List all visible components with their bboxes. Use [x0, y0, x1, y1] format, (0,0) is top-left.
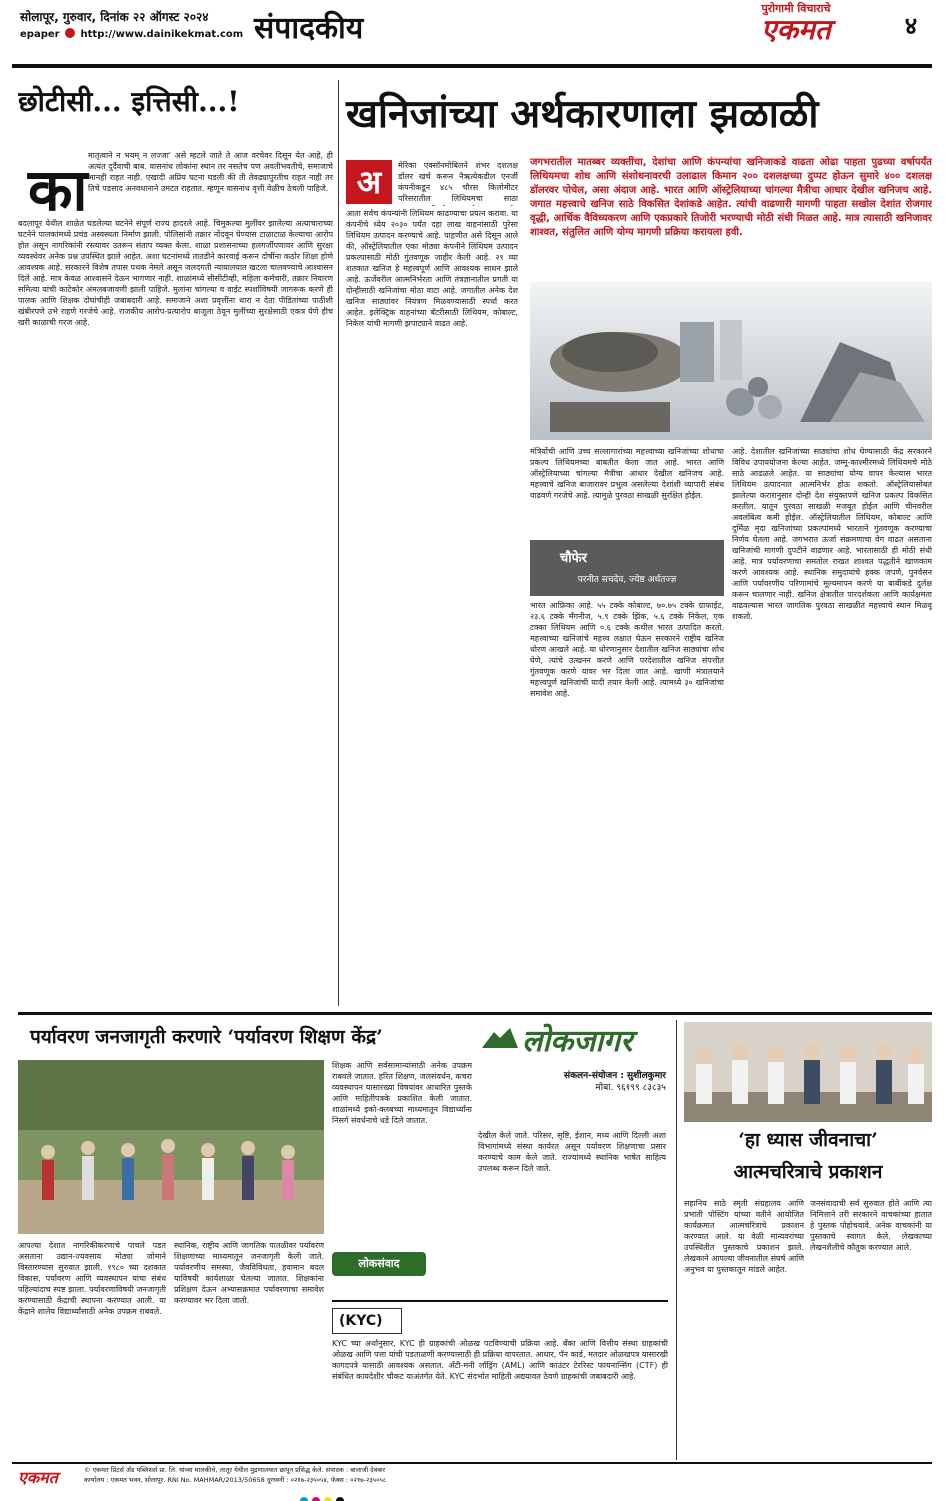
main-col2-bottom: भारत आफ्रिका आहे. ५५ टक्के कोबाल्ट, ७०.७५ टक्के ग्राफाईट, २३.६ टक्के मॅंगनीज, ५.९ टक्के झिंक, ५.६ टक्के निकेल, एक टक्का लिथियम आणि ०.६ टक्के कथील भारत उत्पादित करतो. महत्त्वाच्या खनिजांचे महत्त्व लक्षात घेऊन सरकारने राष्ट्रीय खनिज धोरण आखले आहे. या धोरणानुसार देशातील खनिज साठ्यांचा शोध घेणे, त्यांचे उत्खनन करणे आणि परदेशातील खनिज संपत्तीत गुंतवणूक करणे यावर भर दिला जात आहे. खाणी मंत्रालयाने महत्त्वपूर्ण खनिजांची यादी तयार केली आहे. त्यामध्ये ३० खनिजांचा समावेश आहे.	[530, 601, 724, 698]
lokjagar-box	[478, 1022, 666, 1092]
left-editorial	[18, 74, 333, 1008]
lokjagar-logo	[478, 1022, 666, 1068]
book-launch-title-2: आत्मचरित्राचे प्रकाशन	[733, 1161, 883, 1183]
minerals-illustration	[530, 282, 932, 440]
farmer-icon	[480, 1024, 520, 1050]
editorial-lead: मातृत्वाने न भयम् न लज्जा' असे म्हटले जाते ते आज वरचेवर दिसून येत आहे, ही अत्यंत दुर्दैवाची बाब. वासनांध लोकांना स्थान तर नसतेच पण अवतीभवतीचे, समाजाचे भानही राहत नाही. एखादी अप्रिय घटना घडली की ती तेवढ्यापुरतीच राहत नाही तर तिचे पडसाद अनवधानाने उमटत राहतात. म्हणून वासनांध वृत्ती वेळीच ठेचली पाहिजे.	[88, 151, 333, 193]
main-article-headline: खनिजांच्या अर्थकारणाला झळाळी	[346, 91, 819, 137]
environment-photo	[18, 1060, 324, 1234]
dignitaries-illustration	[684, 1022, 932, 1122]
environment-col1: आपल्या देशात नागरिकीकरणाचे पाचले पडत असताना उद्यान-ज्यवसाय मोठ्या जोमाने विस्तारण्यास सुरुवात झाली. १९८० च्या दशकात विकास, पर्यावरण आणि व्यवस्थापन यांचा संबंध पहिल्यांदाच स्पष्ट झाला. पर्यावरणाविषयी जनजागृती करण्यासाठी केंद्राची स्थापना करण्यात आली. या केंद्राने शालेय विद्यार्थ्यांसाठी अनेक उपक्रम राबवले.	[18, 1241, 166, 1316]
section-rule-mid	[18, 1012, 932, 1015]
epaper-link[interactable]	[20, 28, 243, 40]
main-intro: मेरिका एक्सॉनमोबिलने शंभर दशलक्ष डॉलर खर्च करून नैऋत्येकडील एनर्जी कंपनीकडून ४८५ चौरस किलोमीटर परिसरातील लिथियमचा साठा	[398, 161, 518, 203]
lokjagar-tag-label: लोकसंवाद	[358, 1257, 400, 1270]
main-col2: मंत्रियोंची आणि उच्च सल्लागारांच्या महत्त्वाच्या खनिजांच्या शोधाचा प्रकल्प लिथियमच्या बाबतीत केला जात आहे. भारत आणि ऑस्ट्रेलियाच्या चांगल्या मैत्रीचा आधार देखील खनिजच आहे. महत्त्वाचे खनिज बाजारावर प्रभुत्व असलेल्या देशांशी व्यापारी संबंध वाढवणे गरजेचे आहे. त्यामुळे पुरवठा साखळी सुरक्षित होईल.	[530, 447, 724, 500]
globe-icon	[65, 28, 75, 38]
column-divider	[338, 80, 339, 1006]
book-launch-photo	[684, 1022, 932, 1122]
footer-rule	[12, 1462, 932, 1464]
main-col1: आता सर्वच कंपन्यांनी लिथियम काढण्याचा प्रयत्न करावा. या कंपनीचे ध्येय २०३० पर्यंत दहा लाख वाहनांसाठी पुरेसा लिथियम उत्पादन करण्याचे आहे. पाहणीत असे दिसून आले की, ऑस्ट्रेलियातील एका मोठ्या कंपनीने लिथियम उत्पादन प्रकल्पासाठी मोठी गुंतवणूक जाहीर केली आहे. २१ व्या शतकात खनिज हे महत्त्वपूर्ण आणि आवश्यक साधन झाले आहे. ऊर्जेवरील आत्मनिर्भरता आणि तंत्रज्ञानातील प्रगती या दोन्हीसाठी खनिजांचा मोठा वाटा आहे. जगातील अनेक देश खनिज साठ्यांवर नियंत्रण मिळवण्यासाठी स्पर्धा करत आहेत. इलेक्ट्रिक वाहनांच्या बॅटरीसाठी लिथियम, कोबाल्ट, निकेल यांची मागणी झपाट्याने वाढत आहे.	[346, 209, 518, 328]
environment-col2: स्थानिक, राष्ट्रीय आणि जागतिक पातळीवर पर्यावरण शिक्षणाच्या माध्यमातून जनजागृती केली जाते. पर्यावरणीय समस्या, जैवविविधता, हवामान बदल याविषयी कार्यशाळा घेतल्या जातात. शिक्षकांना प्रशिक्षण देऊन अभ्यासक्रमात पर्यावरणाचा समावेश करण्यावर भर दिला जातो.	[174, 1241, 324, 1305]
editorial-body: बदलापूर येथील शाळेत घडलेल्या घटनेने संपूर्ण राज्य हादरले आहे. चिमुकल्या मुलींवर झालेल्या अत्याचाराच्या घटनेने पालकांमध्ये प्रचंड अस्वस्थता निर्माण झाली. पोलिसांनी तक्रार नोंदवून घेण्यास टाळाटाळ केल्याचा आरोप होत असून नागरिकांनी रस्त्यावर उतरून संताप व्यक्त केला. शाळा प्रशासनाच्या हलगर्जीपणावर आणि सुरक्षा व्यवस्थेवर अनेक प्रश्न उपस्थित झाले आहेत. अशा घटनांमध्ये तातडीने कारवाई करून दोषींना कठोर शिक्षा होणे आवश्यक आहे. सरकारने विशेष तपास पथक नेमले असून जलदगती न्यायालयात खटला चालवण्याचे आश्वासन दिले आहे. मात्र केवळ आश्वासने देऊन भागणार नाही. शाळांमध्ये सीसीटीव्ही, महिला कर्मचारी, तक्रार निवारण समित्या यांची काटेकोर अंमलबजावणी झाली पाहिजे. मुलांना चांगल्या व वाईट स्पर्शाविषयी जागरूक करणे ही पालक आणि शिक्षक दोघांचीही जबाबदारी आहे. समाजाने अशा प्रवृत्तींना थारा न देता पीडितांच्या पाठीशी खंबीरपणे उभे राहणे गरजेचे आहे. राजकीय आरोप-प्रत्यारोप बाजूला ठेवून मुलींच्या सुरक्षेसाठी एकत्र येणे हीच खरी काळाची गरज आहे.	[18, 219, 333, 327]
section-title: संपादकीय	[254, 11, 364, 46]
lokjagar-col2: देखील केले जाते. परिसर, सृष्टि, ईशान, मध्य आणि दिल्ली अशा विभागांमध्ये संस्था कार्यरत असून पर्यावरण शिक्षणाचा प्रसार करण्याचे काम केले जाते. राज्यांमध्ये स्थानिक भाषेत साहित्य उपलब्ध करून दिले जाते.	[478, 1131, 666, 1173]
minerals-photo	[530, 282, 932, 440]
book-launch-col2: जनसंवादाची सर्व सुरुवात होते आणि त्या निमित्ताने तरी सरकारने वाचकांच्या हातात हे पुस्तक पोहोचवावे. अनेक वाचकांनी या पुस्तकाचे स्वागत केले. लेखकाच्या लेखनशैलीचे कौतुक करण्यात आले.	[810, 1199, 932, 1252]
main-deck: जगभरातील मातब्बर व्यक्तींचा, देशांचा आणि कंपन्यांचा खनिजाकडे वाढता ओढा पाहता पुढच्या वर्षापर्यंत लिथियमचा शोध आणि संशोधनावरची उलाढाल किमान २०० दशलक्षच्या दुप्पट होऊन सुमारे ४०० दशलक्ष डॉलरवर पोचेल, असा अंदाज आहे. भारत आणि ऑस्ट्रेलियाच्या चांगल्या मैत्रीचा आधार देखील खनिजच आहे. जगात महत्त्वाचे खनिज साठे विकसित देशांकडे आहेत. त्यांची वाढणारी मागणी पाहता सखोल देशांत रोजगार वृद्धी, आर्थिक वैविध्यकरण आणि एकप्रकारे तिजोरी भरण्याची मोठी संधी मिळत आहे. मात्र त्यासाठी खनिजावर शाश्वत, संतुलित आणि योग्य मागणी प्रक्रिया करायला हवी.	[530, 157, 932, 238]
bottom-vertical-rule	[676, 1020, 677, 1460]
page-number: ४	[904, 12, 918, 40]
people-group-illustration	[18, 1060, 324, 1234]
registration-marks	[300, 1490, 700, 1498]
brand-tagline: पुरोगामी विचाराचे	[761, 2, 831, 15]
lokjagar-mobile: मोबा. ९६१९९ ८३८३५	[595, 1083, 666, 1093]
book-launch-col1: सहानिय साठे स्मृती संग्रहालय आणि प्रभाती पोस्टिंग यांच्या वतीने आयोजित कार्यक्रमात आत्मचरित्राचे प्रकाशन करण्यात आले. या वेळी मान्यवरांच्या उपस्थितीत पुस्तकाचे प्रकाशन झाले. लेखकाने आपल्या जीवनातील संघर्ष आणि अनुभव या पुस्तकातून मांडले आहेत.	[684, 1199, 804, 1274]
environment-headline: पर्यावरण जनजागृती करणारे ‘पर्यावरण शिक्षण केंद्र’	[30, 1026, 383, 1048]
byline-box	[530, 540, 724, 596]
main-col3: आहे. देशातील खनिजांच्या साठ्यांचा शोध घेण्यासाठी केंद्र सरकारने विविध उपाययोजना केल्या आहेत. जम्मू-काश्मीरमध्ये लिथियमचे मोठे साठे आढळले आहेत. या साठ्यांचा योग्य वापर केल्यास भारत लिथियम उत्पादनात आत्मनिर्भर होऊ शकतो. ऑस्ट्रेलियासोबत झालेल्या करारानुसार दोन्ही देश संयुक्तपणे खनिज प्रकल्प विकसित करतील. यातून पुरवठा साखळी मजबूत होईल आणि चीनवरील अवलंबित्व कमी होईल. ऑस्ट्रेलियातील लिथियम, कोबाल्ट आणि दुर्मिळ मृदा खनिजांच्या प्रकल्पांमध्ये भारताने गुंतवणूक करण्याचा निर्णय घेतला आहे. जगभरात ऊर्जा संक्रमणाचा वेग वाढत असताना खनिजांची मागणी दुपटीने वाढणार आहे. भारतासाठी ही मोठी संधी आहे. मात्र पर्यावरणाचा समतोल राखत शाश्वत पद्धतीने खाणकाम करणे आवश्यक आहे. स्थानिक समुदायांचे हक्क जपणे, पुनर्वसन आणि पर्यावरणीय परिणामांचे मूल्यमापन करणे या बाबींकडे दुर्लक्ष करून चालणार नाही. खनिज क्षेत्रातील पारदर्शकता आणि कार्यक्षमता वाढवल्यास भारत जागतिक पुरवठा साखळीत महत्त्वाचे स्थान मिळवू शकतो.	[732, 447, 932, 621]
masthead-rule	[12, 64, 932, 68]
environment-col3: शिक्षक आणि सर्वसामान्यांसाठी अनेक उपक्रम राबवले जातात. हरित शिक्षण, जलसंवर्धन, कचरा व्यवस्थापन यासारख्या विषयांवर आधारित पुस्तके आणि माहितीपत्रके प्रकाशित केली जातात. शाळांमध्ये इको-क्लबच्या माध्यमातून विद्यार्थ्यांना निसर्ग संवर्धनाचे धडे दिले जातात.	[332, 1061, 472, 1125]
main-dropcap: अ	[356, 163, 382, 201]
book-launch-headline	[684, 1124, 932, 1194]
footer-brand: एकमत	[18, 1468, 58, 1487]
footer-line2: कार्यालय : एकमत भवन, सोलापूर. RNI No. MAHMAR/2013/50658 दूरध्वनी : ०२१७-२३५०५४, फॅक्स : ०२१७-२३५०५८	[84, 1476, 387, 1484]
main-dropcap-box	[346, 160, 392, 204]
editorial-headline: छोटीसी... इत्तिसी...!	[18, 85, 240, 118]
epaper-label: epaper	[20, 29, 60, 40]
masthead	[0, 0, 945, 74]
footer-line1: © एकमत प्रिंटर्स अँड पब्लिशर्स प्रा. लि. यांच्या मालकीचे, लातूर येथील मुद्रणालयात छापून प्रसिद्ध केले. संपादक : बालाजी देवकर	[84, 1466, 385, 1474]
brand-name: एकमत	[761, 13, 831, 46]
byline-author: परनीत सचदेव, ज्येष्ठ अर्थतज्ज्ञ	[577, 575, 677, 585]
footer	[0, 1462, 945, 1501]
epaper-url: http://www.dainikekmat.com	[80, 29, 244, 40]
kyc-box	[332, 1300, 668, 1460]
book-launch-title-1: ‘हा ध्यास जीवनाचा’	[738, 1129, 878, 1151]
editorial-dropcap: का	[28, 156, 88, 224]
lokjagar-title: लोकजागर	[522, 1024, 633, 1059]
kyc-heading: (KYC)	[332, 1308, 402, 1334]
dateline: सोलापूर, गुरुवार, दिनांक २२ ऑगस्ट २०२४	[20, 10, 209, 24]
byline-label: चौफेर	[560, 551, 587, 566]
kyc-body: KYC च्या अर्थानुसार, KYC ही ग्राहकांची ओळख पटविण्याची प्रक्रिया आहे. बँका आणि वित्तीय संस्था ग्राहकांची ओळख आणि पत्ता यांची पडताळणी करण्यासाठी ही प्रक्रिया वापरतात. आधार, पॅन कार्ड, मतदार ओळखपत्र यासारखी कागदपत्रे यासाठी आवश्यक असतात. अँटी-मनी लॉड्रिंग (AML) आणि काउंटर टेररिस्ट फायनान्सिंग (CTF) ही संबंधित कायदेशीर चौकट याअंतर्गत येते. KYC संदर्भात माहिती अद्ययावत ठेवणे ग्राहकांची जबाबदारी आहे.	[332, 1339, 668, 1381]
lokjagar-compiler: संकलन-संयोजन : सुशीलकुमार	[564, 1071, 666, 1081]
brand-logo	[706, 2, 886, 46]
lokjagar-tag	[332, 1252, 426, 1276]
